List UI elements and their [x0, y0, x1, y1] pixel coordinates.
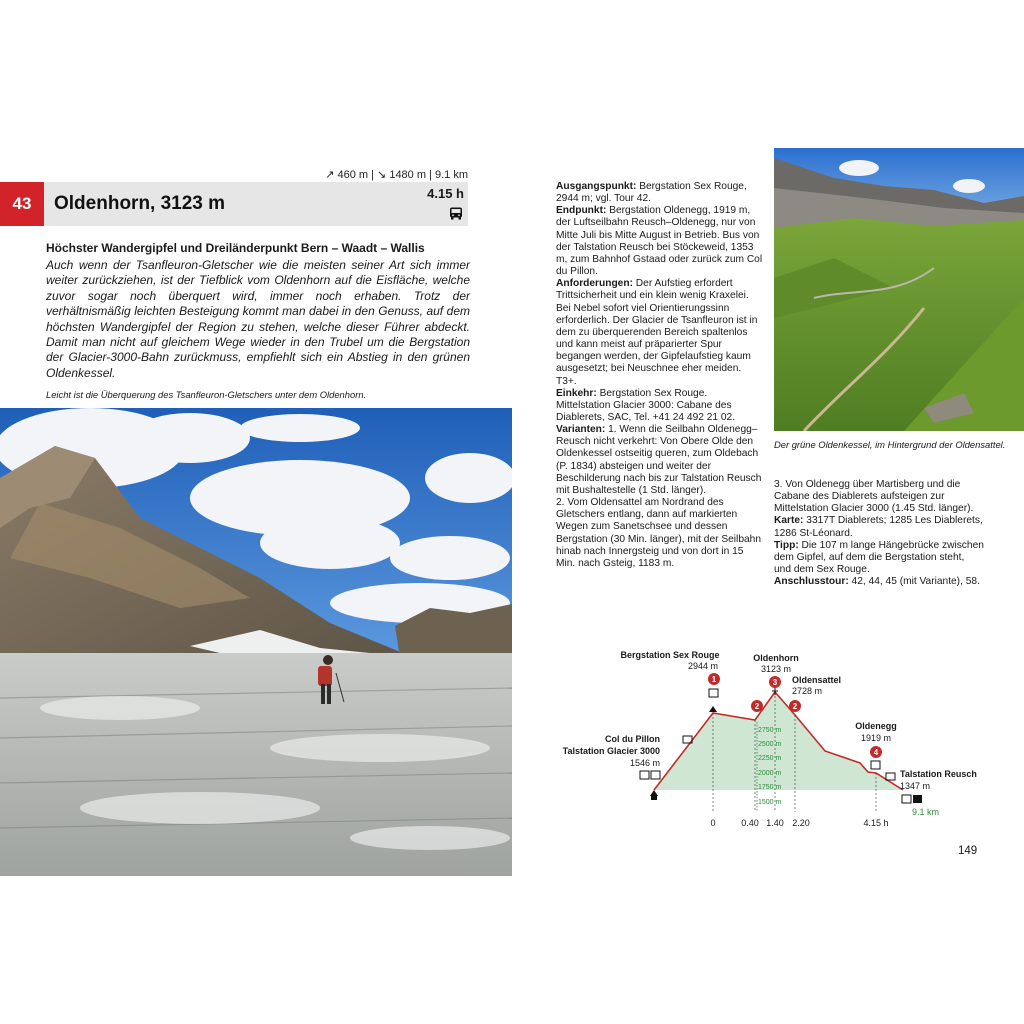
photo-caption-glacier: Leicht ist die Überquerung des Tsanfleuron-Gletschers unter dem Oldenhorn. [46, 389, 367, 400]
info-value: Bergstation Oldenegg, 1919 m, der Luftseilbahn Reusch–Oldenegg, nur von Mitte Juli bis Mitte August in Betrieb. Bus von der Talstation Reusch bei Stöckeweid, 1353 m, zum Bahnhof Gstaad oder zurück zum Col du Pillon. [556, 205, 763, 278]
info-label: Ausgangspunkt: [556, 181, 637, 192]
place-subname: Talstation Glacier 3000 [562, 746, 660, 756]
info-variante-2: 2. Vom Oldensattel am Nordrand des Gletschers entlang, dann auf markierten Wegen zum Sanetschsee und dessen Bergstation (30 Min. länger), mit der Seilbahn hinab nach Innergsteig und von dort in 15 Min. nach Gsteig, 1183 m. [556, 497, 761, 569]
time-tick: 0 [710, 818, 716, 828]
tour-number-badge: 43 [0, 182, 44, 226]
tour-info-continued [774, 479, 984, 588]
tour-info [556, 181, 764, 570]
bus-icon [449, 207, 463, 220]
place-name: Col du Pillon [605, 734, 660, 744]
place-altitude: 2944 m [687, 661, 719, 671]
info-value: Der Aufstieg erfordert Trittsicherheit und ein klein wenig Kraxelei. Bei Nebel sofort viel Orientierungssinn erforderlich. Der Glacier de Tsanfleuron ist in dem zu überquerenden Bereich spaltenlos und kann meist auf präparierter Spur begangen werden, der Gipfelaufstieg kaum ausgesetzt; bei Neuschnee eher meiden. T3+. [556, 278, 758, 387]
distance-label: 9.1 km [912, 807, 940, 817]
elevation-profile [550, 640, 990, 840]
place-altitude: 1546 m [629, 758, 660, 768]
altitude-label: 2750 m [758, 727, 782, 734]
cablecar-icon [871, 761, 880, 769]
time-tick: 4.15 h [863, 818, 889, 828]
intro-text: Auch wenn der Tsanfleuron-Gletscher wie die meisten seiner Art sich immer weiter zurückziehen, ist der Tiefblick vom Oldenhorn auf die Eisfläche, welche zuvor sogar noch überquert wird, immer noch erhaben. Trotz der verhältnismäßig leichten Besteigung kommt man dabei in den Genuss, auf dem höchsten Wandergipfel der Region zu stehen, welche dieser Führer abdeckt. Damit man nicht auf gleichem Wege wieder in den Trubel um die Bergstation der Glacier-3000-Bahn zurückmuss, empfiehlt sich ein Abstieg in den grünen Oldenkessel. [46, 258, 470, 380]
time-tick: 1.40 [766, 818, 784, 828]
altitude-label: 2500 m [758, 741, 782, 748]
info-ausgangspunkt [556, 181, 764, 205]
tour-subtitle: Höchster Wandergipfel und Dreiländerpunkt Bern – Waadt – Wallis [46, 241, 425, 255]
info-karte [774, 515, 984, 539]
place-name: Bergstation Sex Rouge [620, 650, 720, 660]
info-einkehr [556, 388, 764, 424]
info-label: Karte: [774, 515, 804, 527]
tour-duration: 4.15 h [427, 186, 464, 201]
waypoint-number: 2 [792, 702, 798, 711]
waypoint-number: 1 [711, 675, 717, 684]
waypoint-number: 3 [772, 678, 778, 687]
glacier-photo [0, 408, 512, 876]
oldenkessel-photo [774, 148, 1024, 431]
info-label: Anforderungen: [556, 278, 633, 290]
info-value: Bergstation Sex Rouge, 2944 m; vgl. Tour 42. [556, 181, 747, 205]
place-altitude: 3123 m [760, 664, 792, 674]
info-value: 1. Wenn die Seilbahn Oldenegg–Reusch nicht verkehrt: Von Obere Olde den Oldenkessel ostseitig queren, zum Oldebach (P. 1834) absteigen und weiter der Beschilderung nach bis zur Talstation Reusch mit Bushaltestelle (1 Std. länger). [556, 424, 762, 496]
place-altitude: 2728 m [792, 686, 823, 696]
cablecar-icon [709, 689, 718, 697]
cablecar-icon [640, 771, 660, 779]
info-label: Anschlusstour: [774, 576, 849, 588]
info-variante-3: 3. Von Oldenegg über Martisberg und die Cabane des Diablerets aufsteigen zur Mittelstation Glacier 3000 (1.45 Std. länger). [774, 479, 974, 515]
info-value: Bergstation Sex Rouge. Mittelstation Glacier 3000: Cabane des Diablerets, SAC, Tel. +41 24 492 21 02. [556, 387, 736, 423]
page-number: 149 [958, 845, 978, 857]
place-altitude: 1347 m [900, 781, 931, 791]
place-name: Talstation Reusch [900, 769, 977, 779]
tour-title: Oldenhorn, 3123 m [54, 193, 226, 214]
place-altitude: 1919 m [860, 733, 892, 743]
hut-icon [650, 790, 658, 800]
place-name: Oldenhorn [753, 653, 799, 663]
cablecar-icon [886, 773, 895, 780]
waypoint-number: 2 [754, 702, 760, 711]
place-name: Oldenegg [855, 721, 897, 731]
time-tick: 2.20 [792, 818, 810, 828]
altitude-label: 1750 m [758, 784, 782, 791]
info-tipp [774, 540, 984, 576]
info-label: Varianten: [556, 424, 606, 436]
photo-caption-oldenkessel: Der grüne Oldenkessel, im Hintergrund der Oldensattel. [774, 439, 1006, 450]
tour-stats: ↗ 460 m | ↘ 1480 m | 9.1 km [325, 169, 468, 181]
hut-icon [709, 706, 717, 712]
info-anschlusstour [774, 576, 984, 588]
info-label: Endpunkt: [556, 205, 607, 217]
info-varianten [556, 424, 764, 497]
cablecar-bus-icons [902, 795, 922, 803]
info-anforderungen [556, 278, 764, 387]
info-label: Einkehr: [556, 387, 597, 399]
altitude-label: 2250 m [758, 755, 782, 762]
place-name: Oldensattel [792, 675, 842, 685]
altitude-label: 2000 m [758, 770, 782, 777]
waypoint-number: 4 [873, 748, 879, 757]
info-label: Tipp: [774, 539, 799, 551]
info-endpunkt [556, 205, 764, 278]
info-value: 3317T Diablerets; 1285 Les Diablerets, 1286 St-Léonard. [774, 515, 983, 539]
time-tick: 0.40 [741, 818, 759, 828]
info-value: 42, 44, 45 (mit Variante), 58. [848, 576, 980, 588]
info-value: Die 107 m lange Hängebrücke zwischen dem Gipfel, auf dem die Bergstation steht, und dem Sex Rouge. [774, 539, 984, 576]
altitude-label: 1500 m [758, 799, 782, 806]
